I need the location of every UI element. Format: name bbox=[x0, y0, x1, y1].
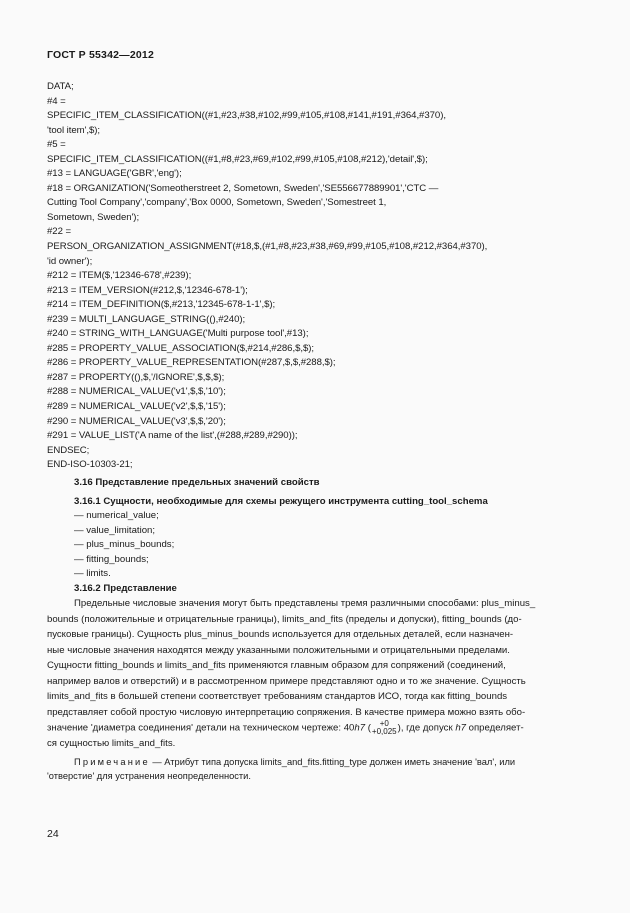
line-text: , где допуск bbox=[400, 722, 456, 734]
code-line: SPECIFIC_ITEM_CLASSIFICATION((#1,#8,#23,#69,#102,#99,#105,#108,#212),'detail',$); bbox=[47, 153, 428, 165]
fit-symbol: h7 bbox=[455, 722, 466, 734]
code-line: SPECIFIC_ITEM_CLASSIFICATION((#1,#23,#38,#102,#99,#105,#108,#141,#191,#364,#370), bbox=[47, 110, 446, 122]
paragraph-line: limits_and_fits в большей степени соответствует требованиям стандартов ИСО, тогда как fitting_bounds bbox=[47, 691, 508, 702]
tolerance-upper: +0 bbox=[379, 719, 389, 728]
list-item: — fitting_bounds; bbox=[74, 553, 149, 565]
code-line: #13 = LANGUAGE('GBR','eng'); bbox=[47, 168, 182, 180]
paragraph-line: пусковые границы). Сущность plus_minus_bounds используется для отдельных деталей, если назначен- bbox=[47, 629, 514, 640]
code-line: #287 = PROPERTY((),$,'/IGNORE',$,$,$); bbox=[47, 371, 225, 383]
paragraph-line: ся сущностью limits_and_fits. bbox=[47, 738, 176, 750]
code-line: #290 = NUMERICAL_VALUE('v3',$,$,'20'); bbox=[47, 415, 226, 427]
code-line: DATA; bbox=[47, 81, 74, 92]
code-line: #289 = NUMERICAL_VALUE('v2',$,$,'15'); bbox=[47, 401, 226, 413]
representation-paragraph bbox=[47, 596, 607, 752]
note-text: 'отверстие' для устранения неопределенности. bbox=[47, 771, 251, 782]
code-line: #285 = PROPERTY_VALUE_ASSOCIATION($,#214,#286,$,$); bbox=[47, 342, 315, 354]
note-label: Примечание bbox=[74, 756, 150, 767]
paragraph-line: например валов и отверстий) и в рассмотренном примере представляют одно и то же значение. Сущность bbox=[47, 675, 526, 687]
subsection-heading-representation: 3.16.2 Представление bbox=[74, 582, 177, 594]
code-line: #239 = MULTI_LANGUAGE_STRING((),#240); bbox=[47, 313, 246, 325]
code-line: #4 = bbox=[47, 95, 66, 107]
code-line: #5 = bbox=[47, 139, 66, 151]
code-line: #240 = STRING_WITH_LANGUAGE('Multi purpose tool',#13); bbox=[47, 328, 309, 340]
code-line: END-ISO-10303-21; bbox=[47, 459, 133, 471]
document-header: ГОСТ Р 55342—2012 bbox=[47, 49, 155, 61]
list-item: — numerical_value; bbox=[74, 510, 159, 521]
paragraph-line: ные числовые значения находятся между указанными положительными и отрицательными пределами. bbox=[47, 644, 510, 656]
step-code-block bbox=[47, 80, 607, 473]
code-line: 'tool item',$); bbox=[47, 124, 101, 136]
list-item: — limits. bbox=[74, 568, 111, 579]
code-line: #18 = ORGANIZATION('Someotherstreet 2, Sometown, Sweden','SE556677889901','CTC — bbox=[47, 182, 439, 194]
paragraph-line: Сущности fitting_bounds и limits_and_fits применяются главным образом для сопряжений (соединений, bbox=[47, 660, 506, 671]
tolerance-fraction bbox=[372, 720, 397, 736]
code-line: 'id owner'); bbox=[47, 255, 93, 267]
code-line: Cutting Tool Company','company','Box 0000, Sometown, Sweden','Somestreet 1, bbox=[47, 197, 387, 209]
paragraph-line-tolerance: значение 'диаметра соединения' детали на техническом чертеже: 40h7 ( +0 +0,025 ), где допуск h7 определяет- bbox=[47, 719, 524, 736]
list-item: — value_limitation; bbox=[74, 524, 156, 536]
subsection-heading-entities: 3.16.1 Сущности, необходимые для схемы режущего инструмента cutting_tool_schema bbox=[74, 495, 488, 507]
code-line: ENDSEC; bbox=[47, 444, 90, 456]
note-text: — Атрибут типа допуска limits_and_fits.fitting_type должен иметь значение 'вал', или bbox=[152, 756, 516, 767]
fit-symbol: h7 bbox=[354, 722, 366, 734]
paragraph-line: bounds (положительные и отрицательные границы), limits_and_fits (пределы и допуски), fitting_bounds (до- bbox=[47, 613, 522, 625]
code-line: #288 = NUMERICAL_VALUE('v1',$,$,'10'); bbox=[47, 386, 226, 398]
code-line: #22 = bbox=[47, 226, 72, 238]
note bbox=[47, 755, 607, 784]
section-3-16 bbox=[47, 476, 607, 784]
code-line: #214 = ITEM_DEFINITION($,#213,'12345-678-1-1',$); bbox=[47, 299, 276, 311]
code-line: Sometown, Sweden'); bbox=[47, 211, 140, 223]
section-heading: 3.16 Представление предельных значений свойств bbox=[74, 477, 320, 488]
code-line: #212 = ITEM($,'12346-678',#239); bbox=[47, 270, 192, 282]
list-item: — plus_minus_bounds; bbox=[74, 539, 175, 550]
entity-list bbox=[47, 509, 607, 582]
code-line: #291 = VALUE_LIST('A name of the list',(#288,#289,#290)); bbox=[47, 430, 298, 442]
line-text: значение 'диаметра соединения' детали на техническом чертеже: 40 bbox=[47, 722, 355, 734]
code-line: #213 = ITEM_VERSION(#212,$,'12346-678-1'); bbox=[47, 284, 248, 296]
page-number: 24 bbox=[47, 828, 59, 840]
paragraph-line: представляет собой простую числовую интерпретацию сопряжения. В качестве примера можно взять обо- bbox=[47, 706, 526, 718]
tolerance-lower: +0,025 bbox=[371, 727, 397, 736]
paragraph-line: Предельные числовые значения могут быть представлены тремя различными способами: plus_minus_ bbox=[74, 598, 536, 609]
code-line: PERSON_ORGANIZATION_ASSIGNMENT(#18,$,(#1,#8,#23,#38,#69,#99,#105,#108,#212,#364,#370), bbox=[47, 241, 488, 253]
line-text: определяет- bbox=[465, 722, 524, 734]
code-line: #286 = PROPERTY_VALUE_REPRESENTATION(#287,$,$,#288,$); bbox=[47, 357, 336, 369]
